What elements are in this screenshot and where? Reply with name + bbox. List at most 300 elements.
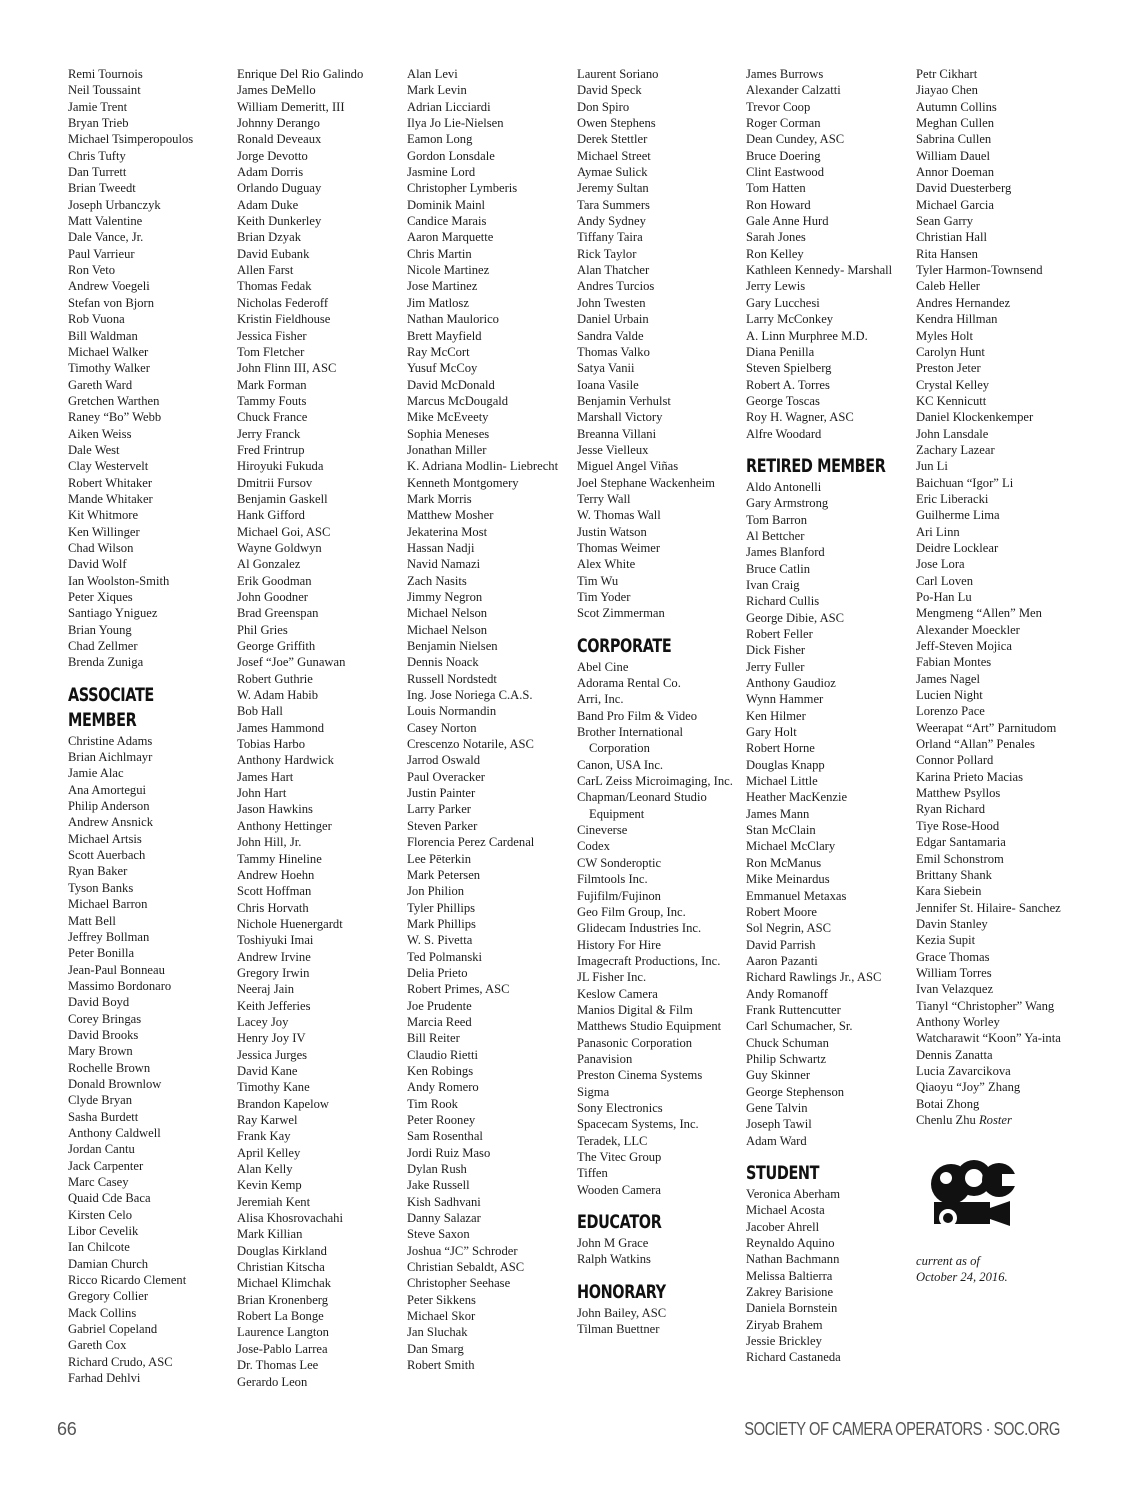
roster-name: Louis Normandin (407, 704, 497, 719)
roster-name: Dean Cundey, ASC (746, 132, 845, 147)
roster-name: George Griffith (237, 639, 316, 654)
roster-name: Michael Goi, ASC (237, 524, 331, 539)
roster-name: Baichuan “Igor” Li (916, 475, 1014, 490)
publication-footer: SOCIETY OF CAMERA OPERATORS · SOC.ORG (744, 1419, 1060, 1439)
roster-name: Zach Nasits (407, 573, 467, 588)
section-heading-associate: ASSOCIATE (68, 683, 154, 706)
roster-name: Ron Kelley (746, 246, 804, 261)
roster-name: Lacey Joy (237, 1014, 289, 1029)
section-heading-corporate: CORPORATE (577, 634, 672, 657)
roster-name: Andrew Irvine (237, 949, 311, 964)
roster-name: Diana Penilla (746, 344, 815, 359)
roster-name: Mike Meinardus (746, 872, 830, 887)
roster-name: Frank Ruttencutter (746, 1002, 841, 1017)
roster-name: Kathleen Kennedy- Marshall (746, 263, 893, 278)
roster-name: Dylan Rush (407, 1162, 467, 1177)
roster-name: Rick Taylor (577, 246, 637, 261)
roster-name: Robert Guthrie (237, 671, 313, 686)
roster-name: Benjamin Verhulst (577, 393, 671, 408)
roster-name: Quaid Cde Baca (68, 1191, 151, 1206)
section-heading-retired-member: RETIRED MEMBER (746, 454, 886, 477)
roster-name: Ron Howard (746, 197, 811, 212)
roster-name: Michael Klimchak (237, 1276, 332, 1291)
roster-name: Caleb Heller (916, 279, 980, 294)
roster-name: Philip Schwartz (746, 1051, 827, 1066)
roster-name: Nichole Huenergardt (237, 916, 343, 931)
roster-name: George Toscas (746, 393, 820, 408)
roster-name: Neil Toussaint (68, 83, 141, 98)
roster-name: Al Gonzalez (237, 557, 301, 572)
roster-name: Derek Stettler (577, 132, 648, 147)
roster-name: Matt Valentine (68, 214, 143, 229)
roster-name: Allen Farst (237, 263, 294, 278)
roster-date-note (916, 1253, 1080, 1286)
roster-name: Orlando Duguay (237, 181, 322, 196)
roster-name: Steven Parker (407, 818, 478, 833)
roster-name: Robert Horne (746, 741, 815, 756)
roster-name: April Kelley (237, 1145, 301, 1160)
roster-name: Jason Hawkins (237, 802, 313, 817)
roster-name: Manios Digital & Film (577, 1002, 693, 1017)
roster-name: Frank Kay (237, 1129, 291, 1144)
roster-name: KC Kennicutt (916, 393, 987, 408)
roster-name: Davin Stanley (916, 916, 988, 931)
roster-name: Clay Westervelt (68, 459, 149, 474)
roster-name: Andrew Voegeli (68, 279, 150, 294)
roster-name: Gretchen Warthen (68, 393, 160, 408)
roster-name: George Dibie, ASC (746, 610, 845, 625)
roster-name: Jerry Franck (237, 426, 301, 441)
roster-name: Jose Martinez (407, 279, 478, 294)
roster-name: Douglas Knapp (746, 757, 825, 772)
roster-name: Dale West (68, 442, 120, 457)
roster-name: Rochelle Brown (68, 1060, 151, 1075)
roster-name: William Torres (916, 965, 992, 980)
roster-name: Dmitrii Fursov (237, 475, 313, 490)
roster-name: Gordon Lonsdale (407, 148, 495, 163)
roster-name: Mike McEveety (407, 410, 489, 425)
roster-name: Kendra Hillman (916, 312, 998, 327)
note-line: current as of (916, 1253, 980, 1268)
roster-name: Geo Film Group, Inc. (577, 904, 686, 919)
roster-name: Cineverse (577, 823, 628, 838)
roster-name: Anthony Gaudioz (746, 676, 836, 691)
roster-name: A. Linn Murphree M.D. (746, 328, 868, 343)
roster-name: Aaron Marquette (407, 230, 494, 245)
roster-name: Anthony Hettinger (237, 818, 332, 833)
roster-name: Jamie Trent (68, 99, 128, 114)
roster-name: Aaron Pazanti (746, 953, 818, 968)
roster-name: Jeremiah Kent (237, 1194, 311, 1209)
roster-name: Mark Phillips (407, 916, 476, 931)
roster-name: Michael Little (746, 774, 818, 789)
roster-name: Botai Zhong (916, 1096, 980, 1111)
roster-name: Panavision (577, 1051, 633, 1066)
roster-name: Don Spiro (577, 99, 630, 114)
roster-name: Bruce Doering (746, 148, 821, 163)
roster-name: Jim Matlosz (407, 295, 469, 310)
roster-name: Kenneth Montgomery (407, 475, 519, 490)
roster-name: Tobias Harbo (237, 737, 306, 752)
roster-name: Adam Duke (237, 197, 299, 212)
roster-name: Gene Talvin (746, 1100, 808, 1115)
roster-name: Jerry Lewis (746, 279, 806, 294)
roster-name: Jan Sluchak (407, 1325, 468, 1340)
roster-name: Ivan Velazquez (916, 982, 994, 997)
roster-name: Stan McClain (746, 823, 816, 838)
roster-name: Matthew Psyllos (916, 786, 1001, 801)
roster-name: Sony Electronics (577, 1100, 663, 1115)
roster-name: Abel Cine (577, 659, 629, 674)
roster-name: Joel Stephane Wackenheim (577, 475, 715, 490)
roster-name: Scott Hoffman (237, 884, 312, 899)
roster-name: Lucia Zavarcikova (916, 1063, 1011, 1078)
roster-name: Mark Forman (237, 377, 307, 392)
roster-name: Po-Han Lu (916, 590, 972, 604)
roster-name: Gregory Irwin (237, 965, 310, 980)
roster-name: Florencia Perez Cardenal (407, 835, 535, 850)
roster-name: Toshiyuki Imai (237, 933, 314, 948)
roster-name: Tara Summers (577, 197, 650, 212)
roster-name: Jasmine Lord (407, 165, 476, 180)
roster-name: Jose Lora (916, 557, 965, 572)
roster-name: Daniel Urbain (577, 312, 649, 327)
roster-name: Daniel Klockenkemper (916, 410, 1034, 425)
roster-name: Glidecam Industries Inc. (577, 921, 702, 936)
roster-name: Joseph Tawil (746, 1117, 812, 1132)
roster-name: Dennis Noack (407, 655, 479, 670)
roster-name: Melissa Baltierra (746, 1268, 833, 1283)
roster-name: Robert A. Torres (746, 377, 830, 392)
roster-name: CarL Zeiss Microimaging, Inc. (577, 774, 733, 789)
roster-name: Petr Cikhart (916, 67, 978, 81)
roster-name: Scott Auerbach (68, 848, 146, 863)
roster-name: Jamie Alac (68, 766, 124, 781)
roster-name: Ray Karwel (237, 1113, 298, 1127)
roster-name: Brandon Kapelow (237, 1096, 329, 1111)
roster-name: Robert Smith (407, 1358, 475, 1373)
roster-name: Eric Liberacki (916, 491, 989, 506)
roster-name: Brian Dzyak (237, 230, 301, 245)
roster-name: Carl Loven (916, 573, 974, 588)
section-heading-member: MEMBER (68, 708, 137, 731)
roster-name: Alan Levi (407, 67, 458, 81)
roster-name: Keith Jefferies (237, 998, 311, 1013)
roster-name: Richard Crudo, ASC (68, 1354, 173, 1369)
roster-name: Annor Doeman (916, 165, 994, 180)
roster-name: Ziryab Brahem (746, 1317, 823, 1332)
roster-name: John Flinn III, ASC (237, 361, 337, 376)
roster-name: Ryan Richard (916, 802, 986, 817)
roster-name: Michael Nelson (407, 622, 488, 637)
roster-name: Gareth Cox (68, 1338, 127, 1353)
roster-name: Peter Bonilla (68, 946, 135, 961)
roster-name: Band Pro Film & Video (577, 708, 698, 723)
roster-name: CW Sonderoptic (577, 855, 662, 870)
roster-name: Jeremy Sultan (577, 181, 649, 196)
roster-name: David Kane (237, 1063, 298, 1078)
roster-name: Peter Rooney (407, 1113, 476, 1127)
roster-name: Tianyl “Christopher” Wang (916, 998, 1055, 1013)
section-heading-student: STUDENT (746, 1162, 820, 1184)
soc-logo (924, 1146, 1080, 1240)
roster-name: Alan Kelly (237, 1162, 293, 1177)
roster-name: Filmtools Inc. (577, 872, 648, 887)
roster-name: Jorge Devotto (237, 148, 308, 163)
roster-name: Al Bettcher (746, 528, 805, 543)
roster-name: Hank Gifford (237, 508, 305, 523)
roster-name: Tom Fletcher (237, 344, 305, 359)
roster-name: Anthony Hardwick (237, 753, 334, 768)
roster-name: Brian Kronenberg (237, 1292, 329, 1307)
roster-name: Corey Bringas (68, 1011, 142, 1026)
roster-name: Robert Feller (746, 627, 813, 641)
roster-name: Jordan Cantu (68, 1142, 135, 1157)
roster-name: Guy Skinner (746, 1068, 811, 1083)
roster-name: W. Adam Habib (237, 688, 319, 703)
roster-name: Benjamin Gaskell (237, 491, 328, 506)
roster-column-6 (916, 66, 1080, 1285)
roster-name: George Stephenson (746, 1084, 845, 1099)
roster-name: Adorama Rental Co. (577, 676, 681, 691)
roster-name: David Parrish (746, 937, 816, 952)
roster-name: Gareth Ward (68, 377, 133, 392)
roster-name: Chris Tufty (68, 148, 126, 163)
roster-name: Lucien Night (916, 688, 983, 703)
roster-name: Edgar Santamaria (916, 835, 1006, 850)
roster-name: Jessica Fisher (237, 328, 307, 343)
roster-name: Jeff-Steven Mojica (916, 639, 1012, 654)
roster-name: Grace Thomas (916, 949, 990, 964)
roster-name: Stefan von Bjorn (68, 295, 155, 310)
roster-name: Andy Romanoff (746, 986, 828, 1001)
roster-name: Bryan Trieb (68, 116, 129, 131)
roster-name: Watcharawit “Koon” Ya-inta (916, 1031, 1061, 1046)
roster-name: Christian Hall (916, 230, 988, 245)
roster-name: John Twesten (577, 295, 646, 310)
roster-name: John Hill, Jr. (237, 835, 302, 850)
roster-name: Dan Turrett (68, 165, 127, 180)
roster-name: William Demeritt, III (237, 99, 345, 114)
roster-name: Bruce Catlin (746, 561, 811, 576)
roster-name: Brad Greenspan (237, 606, 319, 621)
roster-name: Larry McConkey (746, 312, 834, 327)
roster-name: Chenlu Zhu Roster (916, 1113, 1012, 1127)
roster-name: Chapman/Leonard Studio Equipment (577, 790, 707, 821)
roster-name: K. Adriana Modlin- Liebrecht (407, 459, 559, 474)
roster-name: Thomas Weimer (577, 540, 661, 555)
roster-name: Tyson Banks (68, 880, 134, 895)
roster-name: Thomas Valko (577, 344, 650, 359)
roster-name: Sigma (577, 1084, 610, 1099)
roster-name: Jake Russell (407, 1178, 470, 1193)
roster-name: Bill Reiter (407, 1031, 460, 1046)
roster-name: David Duesterberg (916, 181, 1012, 196)
roster-name: Timothy Kane (237, 1080, 310, 1095)
roster-name: Sasha Burdett (68, 1109, 139, 1124)
roster-name: Philip Anderson (68, 799, 150, 814)
roster-name: Matthews Studio Equipment (577, 1019, 722, 1034)
roster-name: Aiken Weiss (68, 426, 132, 441)
roster-name: Dan Smarg (407, 1341, 464, 1356)
roster-column-4 (577, 66, 741, 1337)
roster-name: Gary Armstrong (746, 496, 829, 511)
roster-name: Wynn Hammer (746, 692, 824, 707)
roster-name: Tilman Buettner (577, 1322, 660, 1337)
roster-name: Ken Willinger (68, 524, 140, 539)
roster-name: Preston Jeter (916, 361, 981, 376)
roster-name: Ronald Deveaux (237, 132, 322, 147)
roster-name: Laurent Soriano (577, 67, 659, 81)
roster-name: Mengmeng “Allen” Men (916, 606, 1042, 621)
roster-name: Navid Namazi (407, 557, 481, 572)
roster-name: Jessie Brickley (746, 1334, 822, 1349)
roster-name: Kezia Supit (916, 933, 976, 948)
roster-name: Jesse Vielleux (577, 442, 649, 457)
roster-name: Kish Sadhvani (407, 1194, 481, 1209)
roster-name: Candice Marais (407, 214, 487, 229)
roster-name: Richard Cullis (746, 594, 820, 609)
roster-name: Ivan Craig (746, 577, 800, 592)
roster-name: Kirsten Celo (68, 1207, 133, 1222)
roster-name: Jimmy Negron (407, 590, 483, 604)
roster-name: Jean-Paul Bonneau (68, 962, 165, 977)
roster-name: Tom Hatten (746, 181, 806, 196)
roster-name: Santiago Yniguez (68, 606, 158, 621)
roster-name: Breanna Villani (577, 426, 657, 441)
roster-name: Kit Whitmore (68, 508, 139, 523)
roster-name: Ari Linn (916, 524, 960, 539)
roster-name: Justin Watson (577, 524, 647, 539)
roster-name: Gary Holt (746, 725, 797, 740)
roster-name: JL Fisher Inc. (577, 970, 647, 985)
roster-name: Gary Lucchesi (746, 295, 820, 310)
roster-name: Lee Pēterkin (407, 851, 471, 866)
roster-name: Jiayao Chen (916, 83, 978, 98)
roster-name: Christine Adams (68, 733, 153, 748)
roster-name: Tom Barron (746, 512, 808, 527)
roster-name: Eamon Long (407, 132, 473, 147)
roster-name: David Speck (577, 83, 642, 98)
roster-name: James Nagel (916, 671, 980, 686)
roster-name: Ken Hilmer (746, 708, 806, 723)
roster-name: Sol Negrin, ASC (746, 921, 832, 936)
roster-name: Chris Horvath (237, 900, 309, 915)
roster-name: Clint Eastwood (746, 165, 825, 180)
roster-name: Canon, USA Inc. (577, 757, 664, 772)
roster-name: Dominik Mainl (407, 197, 486, 212)
roster-name: Brett Mayfield (407, 328, 482, 343)
roster-name: Claudio Rietti (407, 1047, 479, 1062)
roster-name: Orland “Allan” Penales (916, 737, 1035, 752)
roster-name: Steve Saxon (407, 1227, 470, 1242)
roster-column-3 (407, 66, 571, 1374)
roster-name: John Bailey, ASC (577, 1305, 667, 1320)
roster-name: Karina Prieto Macias (916, 769, 1024, 784)
roster-name: Libor Cevelik (68, 1224, 139, 1239)
roster-name: Crescenzo Notarile, ASC (407, 737, 534, 752)
section-heading-honorary: HONORARY (577, 1280, 666, 1303)
roster-name: Veronica Aberham (746, 1187, 841, 1201)
roster-name: Tim Rook (407, 1096, 458, 1111)
roster-name: Ken Robings (407, 1063, 474, 1078)
roster-name: Jerry Fuller (746, 659, 805, 674)
roster-name: Heather MacKenzie (746, 790, 848, 805)
roster-name: Gale Anne Hurd (746, 214, 829, 229)
roster-name: Dennis Zanatta (916, 1047, 993, 1062)
roster-name: Hassan Nadji (407, 540, 475, 555)
roster-name: Bob Hall (237, 704, 283, 719)
roster-name: Remi Tournois (68, 67, 143, 81)
roster-name: Meghan Cullen (916, 116, 994, 131)
roster-name: Sarah Jones (746, 230, 806, 245)
roster-name: Peter Sikkens (407, 1292, 476, 1307)
roster-name: Autumn Collins (916, 99, 997, 114)
note-line: October 24, 2016. (916, 1270, 1008, 1285)
roster-name: Andres Hernandez (916, 295, 1011, 310)
roster-name: Mark Petersen (407, 867, 481, 882)
roster-name: Crystal Kelley (916, 377, 990, 392)
roster-column-2 (237, 66, 401, 1390)
roster-name: Henry Joy IV (237, 1031, 306, 1046)
roster-name: Guilherme Lima (916, 508, 1000, 523)
roster-name: Marc Casey (68, 1175, 129, 1189)
roster-name: Farhad Dehlvi (68, 1371, 141, 1386)
roster-name: Jennifer St. Hilaire- Sanchez (916, 900, 1061, 915)
roster-name: Richard Castaneda (746, 1350, 841, 1365)
roster-name: Keith Dunkerley (237, 214, 322, 229)
roster-name: Weerapat “Art” Parnitudom (916, 720, 1057, 735)
roster-name: Christian Sebaldt, ASC (407, 1260, 525, 1275)
roster-name: Alfre Woodard (746, 426, 822, 441)
roster-name: Ray McCort (407, 344, 470, 359)
roster-name: Steven Spielberg (746, 361, 832, 376)
roster-name: Connor Pollard (916, 753, 994, 768)
roster-name: Tiye Rose-Hood (916, 818, 1000, 833)
roster-name: John M Grace (577, 1236, 649, 1251)
roster-name: David Eubank (237, 246, 310, 261)
roster-name: Ron Veto (68, 263, 115, 278)
roster-name: The Vitec Group (577, 1150, 662, 1164)
roster-name: Marcus McDougald (407, 393, 509, 408)
roster-name: James Hammond (237, 720, 325, 735)
roster-name: Preston Cinema Systems (577, 1068, 703, 1083)
roster-name: Codex (577, 839, 610, 854)
roster-name: James Blanford (746, 545, 825, 560)
roster-name: Joshua “JC” Schroder (407, 1243, 518, 1258)
roster-name: David Boyd (68, 995, 130, 1010)
roster-name: Trevor Coop (746, 99, 811, 114)
roster-name: Marshall Victory (577, 410, 663, 425)
roster-name: Owen Stephens (577, 116, 656, 131)
roster-name: Arri, Inc. (577, 692, 624, 707)
roster-name: Danny Salazar (407, 1211, 481, 1226)
roster-name: Marcia Reed (407, 1014, 472, 1029)
roster-name: Douglas Kirkland (237, 1243, 327, 1258)
roster-name: John Goodner (237, 590, 309, 604)
roster-name: Ricco Ricardo Clement (68, 1273, 187, 1288)
roster-name: William Dauel (916, 148, 990, 163)
roster-name: Russell Nordstedt (407, 671, 497, 686)
roster-name: David McDonald (407, 377, 495, 392)
roster-name: Michael Barron (68, 897, 148, 912)
roster-name: Andy Sydney (577, 214, 646, 229)
roster-name: Mark Killian (237, 1227, 303, 1242)
roster-name: Aldo Antonelli (746, 479, 822, 494)
roster-name: Aymae Sulick (577, 165, 648, 180)
roster-name: Satya Vanii (577, 361, 635, 376)
roster-name: Neeraj Jain (237, 982, 294, 997)
